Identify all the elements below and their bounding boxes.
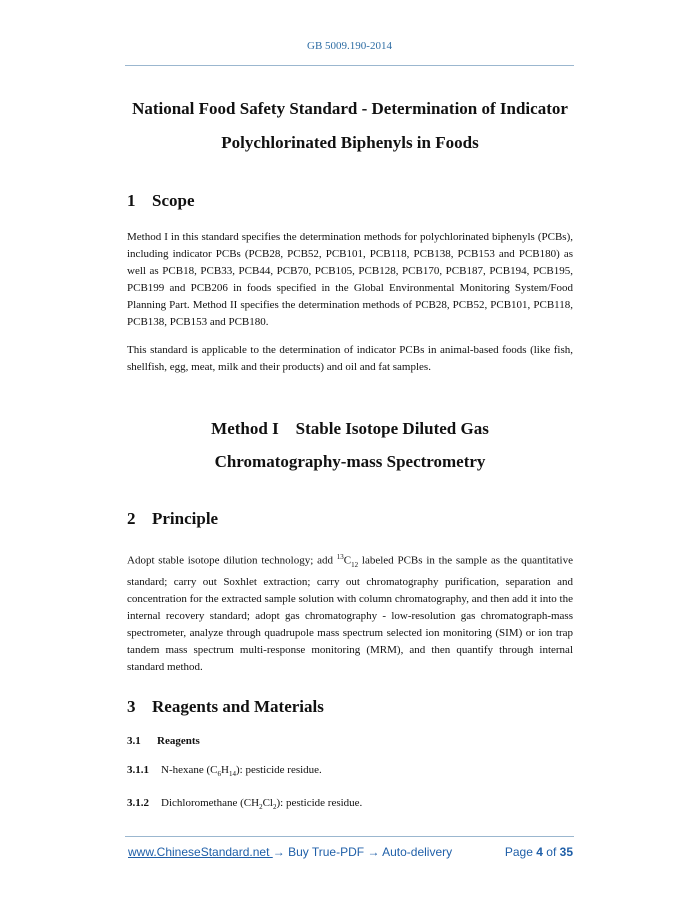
reagents-heading [127,696,573,718]
promo-text: → Buy True-PDF → Auto-delivery [272,845,453,859]
principle-heading [127,508,573,530]
reagents-title: Reagents and Materials [152,696,324,716]
method-title [127,412,573,478]
header-divider [125,65,574,66]
reagent-item: 3.1.2 Dichloromethane $(CH_2Cl_2)$: pesticide residue. [127,797,363,812]
scope-heading [127,190,573,212]
document-title [127,92,573,160]
method-line-1: Method I Stable Isotope Diluted Gas [211,419,489,438]
principle-title: Principle [152,509,219,528]
page-footer [128,845,573,859]
total-pages: 35 [559,845,573,859]
footer-divider [125,836,574,837]
scope-paragraph-2: This standard is applicable to the determination of indicator PCBs in animal-based foods (like fish, shellfish, egg, meat, milk and their products) and oil and fat samples. [127,344,573,373]
reagents-number: 3 [127,696,136,716]
scope-number: 1 [127,191,136,210]
page-body [127,92,573,814]
title-line-2: Polychlorinated Biphenyls in Foods [221,133,479,152]
reagent-item: 3.1.1 N-hexane $(C_6H_{14})$: pesticide residue. [127,763,322,779]
principle-paragraph: Adopt stable isotope dilution technology; add $^{13}C_{12}$ labeled PCBs in the sample as the quantitative standard; carry out Soxhlet extraction; carry out chromatography purification, separation and concentration for the extracted sample solution with column chromatography, and then add it into the internal recovery standard; adopt gas chromatography - low-resolution gas chromatograph-mass spectrometer, analyze through quadrupole mass spectrum selected ion monitoring (SIM) or ion trap tandem mass spectrum multi-response monitoring (MRM), and then quantify through internal standard method. [127,553,573,673]
reagents-subheading: 3.1 Reagents [127,734,200,747]
website-link[interactable]: www.ChineseStandard.net [128,845,273,859]
method-line-2: Chromatography-mass Spectrometry [214,452,486,471]
title-line-1: National Food Safety Standard - Determination of Indicator [132,99,568,118]
scope-title: Scope [152,191,195,210]
current-page: 4 [536,845,543,859]
page-indicator: Page 4 of 35 [504,845,573,859]
scope-paragraph-1: Method I in this standard specifies the determination methods for polychlorinated biphenyls (PCBs), including indicator PCBs (PCB28, PCB52, PCB101, PCB118, PCB138, PCB153 and PCB180) as well as PCB18, PCB33, PCB44, PCB70, PCB105, PCB128, PCB170, PCB187, PCB194, PCB195, PCB199 and PCB206 in foods specified in the Global Environmental Monitoring System/Food Planning Part. Method II specifies the determination methods of PCB28, PCB52, PCB101, PCB118, PCB138, PCB153 and PCB180. [127,231,573,328]
principle-number: 2 [127,509,136,528]
running-header: GB 5009.190-2014 [307,40,392,52]
